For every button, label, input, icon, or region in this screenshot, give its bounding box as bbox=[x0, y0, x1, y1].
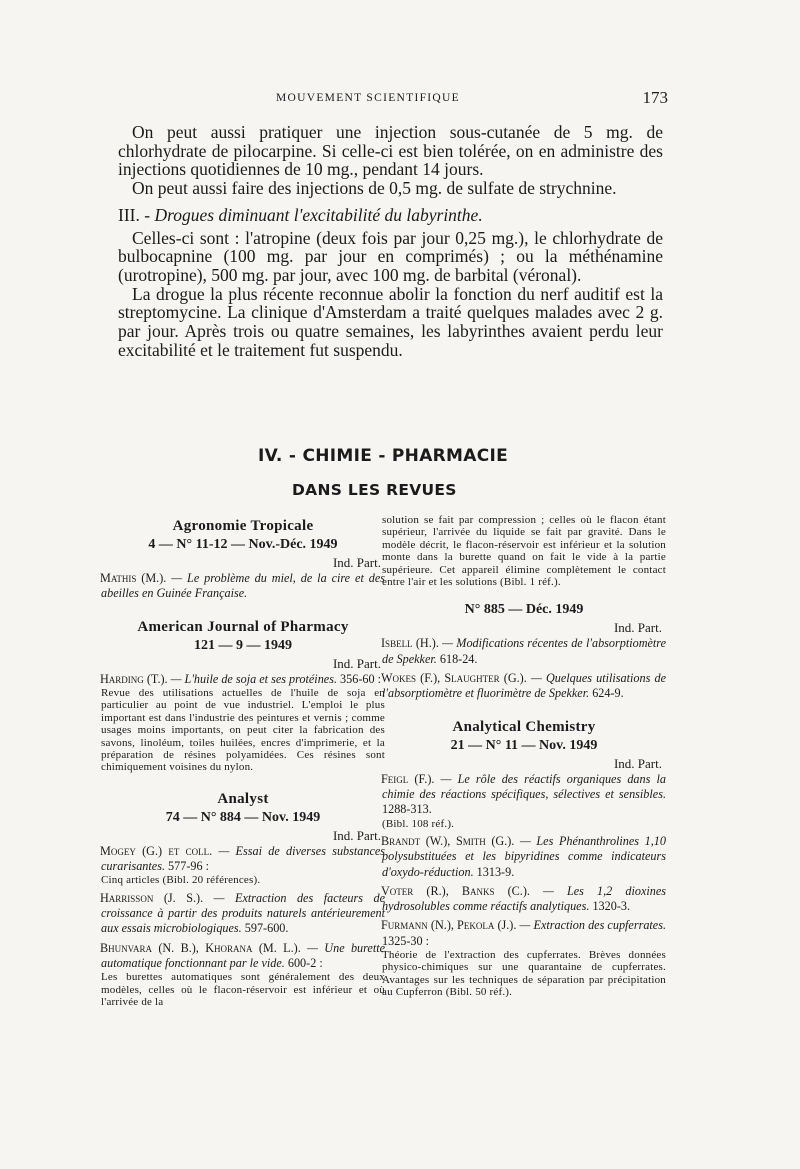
index-label: Ind. Part. bbox=[332, 555, 381, 570]
entry-title: — L'huile de soja et ses protéines. bbox=[170, 671, 337, 686]
entry-author: Voter (R.), Banks (C.). bbox=[381, 883, 530, 898]
reference-entry bbox=[101, 941, 385, 972]
page-number: 173 bbox=[642, 88, 668, 107]
entry-pages: 618-24. bbox=[439, 651, 478, 666]
entry-author: Harding (T.). bbox=[100, 671, 168, 686]
entry-author: Isbell (H.). bbox=[381, 636, 439, 651]
reference-entry bbox=[382, 636, 666, 667]
entry-note: Revue des utilisations actuelles de l'huile de soja en particulier au point de vue industriel. L'emploi le plus important est dans l'industrie des peintures et vernis ; comme usages moins importants, on peut citer la fabrication des savons, linoléum, toiles huilées, encres d'imprimerie, et la préparation de résines polyamidées. Ces résines sont chimiquement voisines du nylon. bbox=[101, 686, 385, 774]
entry-title: — Le problème du miel, de la cire et des abeilles en Guinée Française. bbox=[101, 571, 386, 601]
entry-title: — Essai de diverses substances curarisantes. bbox=[101, 843, 386, 874]
page-header bbox=[130, 88, 668, 112]
section-heading bbox=[118, 206, 663, 225]
reference-entry bbox=[382, 918, 666, 949]
paragraph: On peut aussi faire des injections de 0,5 mg. de sulfate de strychnine. bbox=[132, 178, 617, 199]
section-number: III. - bbox=[118, 204, 151, 225]
entry-pages: 1325-30 : bbox=[382, 933, 430, 948]
journal-title: Agronomie Tropicale bbox=[172, 518, 314, 534]
entry-pages: 600-2 : bbox=[287, 955, 323, 970]
entry-pages: 577-96 : bbox=[168, 859, 209, 874]
reference-entry bbox=[101, 672, 385, 687]
reference-entry bbox=[101, 844, 385, 875]
right-column bbox=[382, 514, 666, 999]
reference-entry bbox=[382, 834, 666, 880]
entry-note: (Bibl. 108 réf.). bbox=[382, 817, 455, 830]
journal-title: Analytical Chemistry bbox=[452, 718, 596, 735]
entry-author: Furmann (N.), Pekola (J.). bbox=[381, 918, 517, 933]
entry-title: — Le rôle des réactifs organiques dans la chimie des réactions spécifiques, sélectives et sensibles. bbox=[382, 771, 666, 801]
entry-pages: 624-9. bbox=[592, 686, 624, 701]
reference-entry bbox=[101, 571, 385, 602]
entry-title: — Les 1,2 dioxines hydrosolubles comme réactifs analytiques. bbox=[382, 883, 666, 914]
entry-author: Feigl (F.). bbox=[381, 771, 435, 786]
entry-title: — Extraction des cupferrates. bbox=[519, 918, 666, 933]
journal-title: Analyst bbox=[217, 790, 269, 807]
entry-note: Théorie de l'extraction des cupferrates. Brèves données physico-chimiques sur une quarantaine de cupferrates. Avantages sur les techniques de séparation par précipitation au Cupferron (Bibl. 50 réf.). bbox=[382, 949, 666, 999]
section-title: IV. - CHIMIE - PHARMACIE bbox=[258, 446, 509, 466]
entry-pages: 1288-313. bbox=[382, 802, 432, 817]
entry-title: — Les Phénanthrolines 1,10 polysubstituées et les bipyridines comme indicateurs d'oxydo-réduction. bbox=[382, 833, 666, 879]
intro-text bbox=[118, 123, 663, 359]
entry-author: Harrisson (J. S.). bbox=[100, 890, 204, 905]
journal-title: American Journal of Pharmacy bbox=[137, 618, 349, 635]
journal-issue: 121 — 9 — 1949 bbox=[194, 637, 292, 653]
entry-pages: 1313-9. bbox=[476, 864, 515, 879]
reference-entry bbox=[382, 884, 666, 915]
entry-author: Mogey (G.) et coll. bbox=[100, 843, 213, 858]
index-label: Ind. Part. bbox=[613, 620, 662, 636]
entry-pages: 1320-3. bbox=[592, 899, 631, 914]
paragraph: La drogue la plus récente reconnue abolir la fonction du nerf auditif est la streptomycine. La clinique d'Amsterdam a traité quelques malades avec 2 g. par jour. Après trois ou quatre semaines, les labyrinthes avaient perdu leur excitabilité et le traitement fut suspendu. bbox=[118, 283, 663, 360]
journal-issue: N° 885 — Déc. 1949 bbox=[464, 602, 584, 618]
entry-title: — Quelques utilisations de l'absorptiomètre et fluorimètre de Spekker. bbox=[382, 671, 666, 701]
index-label: Ind. Part. bbox=[332, 827, 381, 843]
journal-issue: 21 — N° 11 — Nov. 1949 bbox=[450, 737, 598, 753]
entry-pages: 597-600. bbox=[244, 921, 289, 936]
entry-note: Les burettes automatiques sont généralement des deux modèles, celles où le flacon-réservoir est inférieur et où l'arrivée de la bbox=[101, 971, 385, 1009]
entry-author: Brandt (W.), Smith (G.). bbox=[381, 833, 515, 848]
entry-title: — Modifications récentes de l'absorptiomètre de Spekker. bbox=[382, 636, 667, 666]
entry-pages: 356-60 : bbox=[340, 671, 382, 686]
reference-entry bbox=[382, 671, 666, 702]
entry-title: — Une burette automatique fonctionnant par le vide. bbox=[101, 940, 386, 970]
index-label: Ind. Part. bbox=[613, 755, 662, 771]
running-title: MOUVEMENT SCIENTIFIQUE bbox=[276, 92, 460, 104]
entry-title: — Extraction des facteurs de croissance à partir des produits naturels antérieurement aux essais microbiologiques. bbox=[101, 890, 385, 936]
journal-issue: 74 — N° 884 — Nov. 1949 bbox=[165, 809, 321, 825]
entry-author: Bhunvara (N. B.), Khorana (M. L.). bbox=[100, 940, 301, 955]
left-column bbox=[101, 517, 385, 1008]
section-subtitle: DANS LES REVUES bbox=[292, 481, 457, 499]
reference-entry bbox=[101, 891, 385, 937]
paragraph: Celles-ci sont : l'atropine (deux fois par jour 0,25 mg.), le chlorhydrate de bulbocapnine (100 mg. par jour en comprimés) ; ou la méthénamine (urotropine), 500 mg. par jour, avec 100 mg. de barbital (véronal). bbox=[118, 227, 663, 285]
entry-author: Mathis (M.). bbox=[100, 571, 167, 585]
reference-entry bbox=[382, 772, 666, 818]
section-heading-title: Drogues diminuant l'excitabilité du labyrinthe. bbox=[154, 204, 483, 225]
index-label: Ind. Part. bbox=[332, 655, 381, 671]
entry-note-continued: solution se fait par compression ; celles où le flacon étant supérieur, l'arrivée du liquide se fait par gravité. Dans le modèle décrit, le flacon-réservoir est inférieur et la solution monte dans la burette quand on fait le vide à la partie supérieure. Cet appareil élimine complètement le contact entre l'air et les solutions (Bibl. 1 réf.). bbox=[382, 514, 666, 589]
journal-issue: 4 — N° 11-12 — Nov.-Déc. 1949 bbox=[148, 537, 338, 552]
paragraph: On peut aussi pratiquer une injection sous-cutanée de 5 mg. de chlorhydrate de pilocarpine. Si celle-ci est bien tolérée, on en administre des injections quotidiennes de 10 mg., pendant 14 jours. bbox=[118, 122, 663, 180]
entry-note: Cinq articles (Bibl. 20 références). bbox=[101, 874, 261, 887]
entry-author: Wokes (F.), Slaughter (G.). bbox=[381, 671, 527, 686]
